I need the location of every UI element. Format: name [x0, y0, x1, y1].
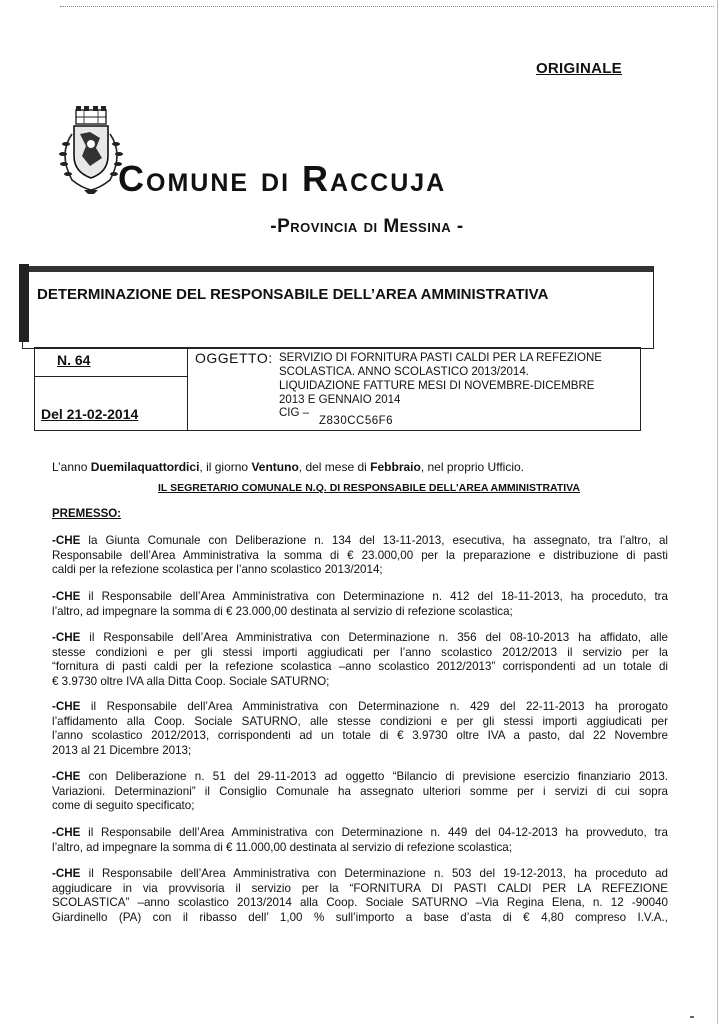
paragraph — [52, 867, 668, 925]
cell-divider — [35, 376, 187, 377]
determination-title: DETERMINAZIONE DEL RESPONSABILE DELL’AREA AMMINISTRATIVA — [37, 286, 549, 303]
paragraph — [52, 700, 668, 758]
determination-number: N. 64 — [57, 352, 91, 368]
paragraph-line: SCOLASTICA” –anno scolastico 2013/2014 alla Coop. Sociale SATURNO –Via Regina Elena, n. 12 -90040 — [52, 896, 668, 910]
paragraph-text: il Responsabile dell’Area Amministrativa con Determinazione n. 356 del 08-10-2013 ha affidato, alle — [80, 631, 668, 644]
original-stamp: ORIGINALE — [535, 60, 622, 77]
paragraph-line: l’affidamento alla Coop. Sociale SATURNO, alle stesse condizioni e per gli stessi importi aggiudicati per — [52, 714, 668, 728]
paragraph-text: il Responsabile dell’Area Amministrativa con Determinazione n. 503 del 19-12-2013, ha proceduto ad — [80, 867, 668, 880]
box-side-bar — [19, 264, 29, 342]
paragraph-line: Giardinello (PA) con il ribasso dell’ 1,00 % sull’importo a base d’asta di € 4,80 compreso I.V.A., — [52, 910, 668, 924]
paragraph-line — [52, 867, 668, 882]
secretary-heading: IL SEGRETARIO COMUNALE N.Q. DI RESPONSABILE DELL’AREA AMMINISTRATIVA — [158, 482, 580, 494]
paragraph-lead: -CHE — [52, 590, 81, 603]
paragraph-line: € 3.9730 oltre IVA alla Ditta Coop. Sociale SATURNO; — [52, 674, 330, 688]
subject-table — [34, 347, 641, 431]
paragraph-lead: -CHE — [52, 631, 81, 644]
intro-text: , del mese di — [298, 460, 371, 474]
paragraph-line — [52, 590, 668, 605]
paragraph-line — [52, 770, 668, 785]
determination-title-box — [22, 266, 654, 349]
province-subtitle: -Provincia di Messina - — [270, 216, 464, 237]
paragraph-text: il Responsabile dell’Area Amministrativa con Determinazione n. 412 del 18-11-2013, ha proceduto, tra — [80, 590, 668, 603]
paragraph-line — [52, 700, 668, 715]
premesso-heading: PREMESSO: — [52, 508, 122, 520]
subject-label: OGGETTO: — [195, 350, 273, 366]
determination-date: Del 21-02-2014 — [41, 406, 139, 422]
scan-top-border — [60, 6, 714, 7]
coat-of-arms-icon — [54, 104, 128, 196]
municipality-title: Comune di Raccuja — [118, 158, 447, 199]
intro-year: Duemilaquattordici — [90, 460, 200, 474]
subject-line: LIQUIDAZIONE FATTURE MESI DI NOVEMBRE-DICEMBRE — [279, 380, 595, 392]
paragraph — [52, 631, 668, 689]
paragraph-line: Responsabile dell’Area Amministrativa la somma di € 23.000,00 per la preparazione e distribuzione di pasti — [52, 548, 668, 562]
intro-sentence — [52, 460, 524, 474]
paragraph-line: 2013 al 21 Dicembre 2013; — [52, 743, 192, 757]
paragraph-line: stesse condizioni e per gli stessi importi aggiudicati per l’anno scolastico 2012/2013 il servizio per la — [52, 645, 668, 659]
cig-label: CIG – — [279, 407, 310, 419]
intro-text: L’anno — [52, 460, 91, 474]
paragraph-line: Variazioni. Determinazioni” il Consiglio Comunale ha assegnato ulteriori somme per i servizi di cui sopra — [52, 784, 668, 798]
subject-table-left-cell — [35, 348, 188, 430]
paragraph-line: l’altro, ad impegnare la somma di € 23.000,00 destinata al servizio di refezione scolastica; — [52, 604, 513, 618]
paragraph-line: aggiudicare in via provvisoria il servizio per la “FORNITURA DI PASTI CALDI PER LA REFEZIONE — [52, 881, 668, 895]
intro-month: Febbraio — [370, 460, 421, 474]
subject-text — [279, 351, 639, 407]
paragraph — [52, 826, 668, 855]
paragraph-text: il Responsabile dell’Area Amministrativa con Determinazione n. 449 del 04-12-2013 ha provveduto, tra — [80, 826, 668, 839]
subject-line: SERVIZIO DI FORNITURA PASTI CALDI PER LA REFEZIONE — [279, 352, 602, 364]
paragraph — [52, 590, 668, 619]
paragraph — [52, 534, 668, 578]
paragraph-line — [52, 631, 668, 646]
paragraph-line: l’altro, ad impegnare la somma di € 11.000,00 destinata al servizio di refezione scolastica; — [52, 840, 512, 854]
paragraph-lead: -CHE — [52, 867, 81, 880]
paragraph-line — [52, 534, 668, 549]
paragraph-line: come di seguito specificato; — [52, 799, 195, 813]
subject-line: 2013 E GENNAIO 2014 — [279, 394, 401, 406]
paragraph-text: la Giunta Comunale con Deliberazione n. 134 del 13-11-2013, esecutiva, ha assegnato, tra l’altro, al — [80, 534, 668, 547]
scan-mark — [690, 1016, 694, 1018]
paragraph-line: “fornitura di pasti caldi per la refezione scolastica –anno scolastico 2012/2013” corrispondenti ad un totale di — [52, 660, 668, 674]
paragraph-text: il Responsabile dell’Area Amministrativa con Determinazione n. 429 del 22-11-2013 ha prorogato — [80, 700, 668, 713]
intro-text: , nel proprio Ufficio. — [420, 460, 524, 474]
intro-day: Ventuno — [251, 460, 299, 474]
subject-line: SCOLASTICA. ANNO SCOLASTICO 2013/2014. — [279, 366, 529, 378]
paragraph-text: con Deliberazione n. 51 del 29-11-2013 ad oggetto “Bilancio di previsione esercizio finanziario 2013. — [80, 770, 668, 783]
paragraph-lead: -CHE — [52, 700, 81, 713]
paragraph-line — [52, 826, 668, 841]
paragraph-lead: -CHE — [52, 826, 81, 839]
paragraph-line: caldi per la refezione scolastica per l’anno scolastico 2013/2014; — [52, 563, 383, 577]
paragraph — [52, 770, 668, 814]
cig-code: Z830CC56F6 — [319, 415, 394, 427]
paragraph-lead: -CHE — [52, 770, 81, 783]
intro-text: , il giorno — [199, 460, 252, 474]
paragraph-lead: -CHE — [52, 534, 81, 547]
paragraph-line: l’anno scolastico 2012/2013, corrispondenti ad un totale di € 3.9730 oltre IVA a pasto, dal 22 Novembre — [52, 729, 668, 743]
scan-right-edge — [717, 0, 718, 1024]
